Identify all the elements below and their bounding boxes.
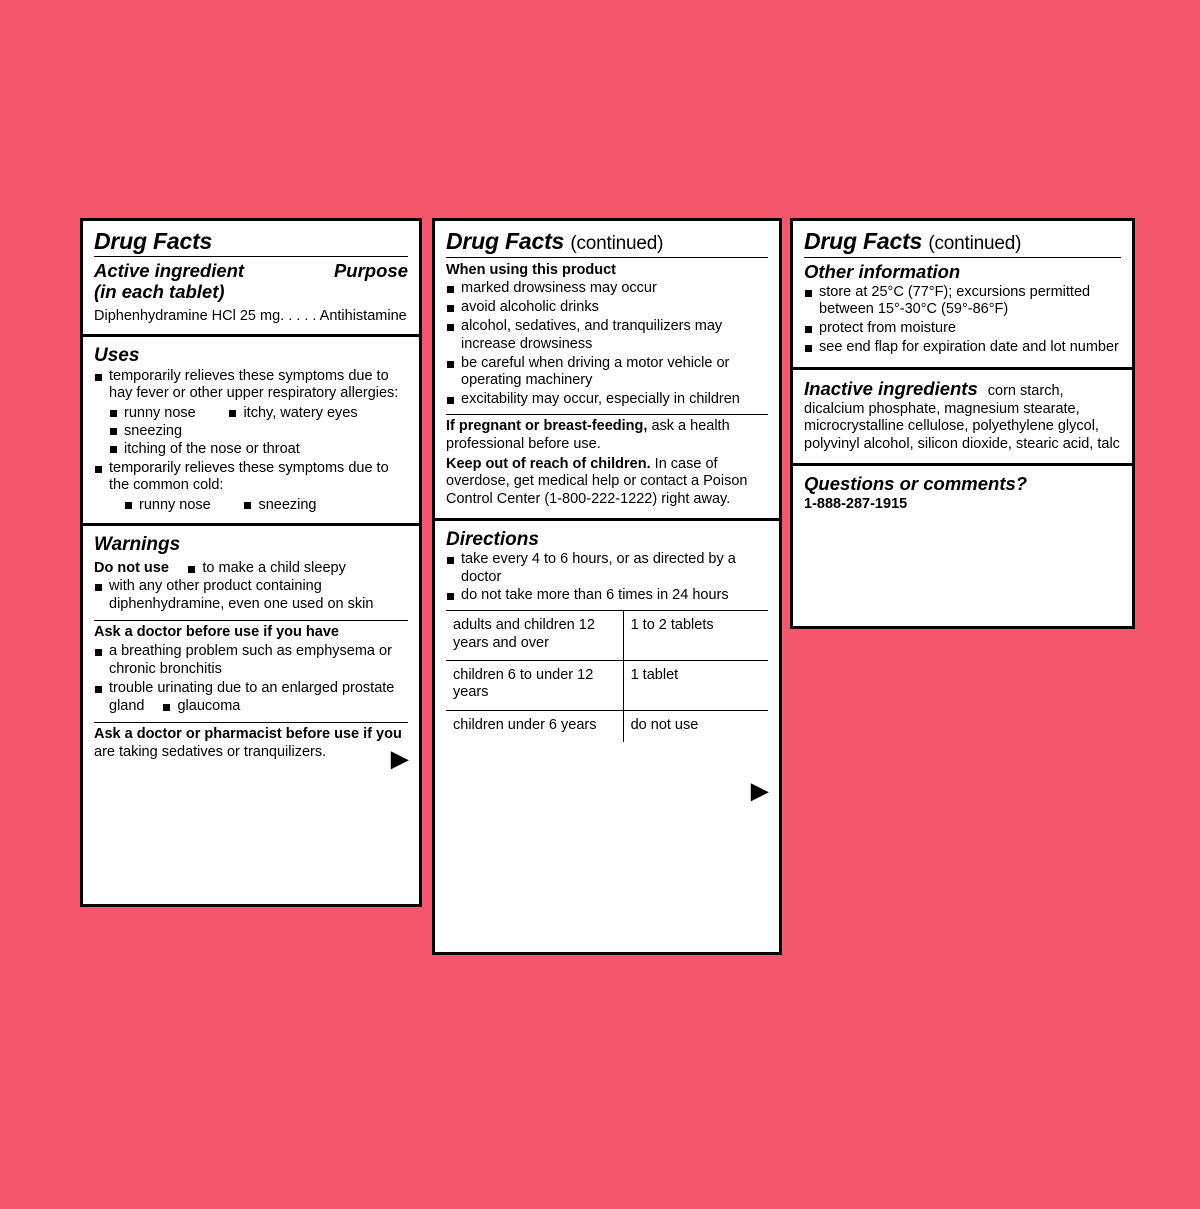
do-not-use-first: to make a child sleepy xyxy=(187,560,345,578)
directions-heading: Directions xyxy=(446,528,539,550)
drug-facts-panel-3 xyxy=(790,218,1135,629)
dose-group: children under 6 years xyxy=(446,710,623,742)
questions-phone: 1-888-287-1915 xyxy=(804,496,908,513)
list-item: temporarily relieves these symptoms due to the common cold: xyxy=(94,460,408,496)
list-item: avoid alcoholic drinks xyxy=(446,299,768,317)
do-not-use-list xyxy=(94,578,408,615)
other-information-heading: Other information xyxy=(804,260,961,282)
inactive-ingredients-section xyxy=(793,370,1132,466)
list-item: take every 4 to 6 hours, or as directed by a doctor xyxy=(446,551,768,587)
arrow-right-icon: ▶ xyxy=(391,745,408,771)
panel3-title xyxy=(804,229,1121,254)
list-item: alcohol, sedatives, and tranquilizers may increase drowsiness xyxy=(446,318,768,354)
questions-heading: Questions or comments? xyxy=(804,472,1028,494)
ask-pharmacist-label: Ask a doctor or pharmacist before use if you xyxy=(94,725,402,742)
drug-facts-panel-1 xyxy=(80,218,422,907)
table-row xyxy=(446,710,768,742)
when-using-divider xyxy=(446,414,768,415)
do-not-use-label: Do not use xyxy=(94,559,169,576)
list-item: see end flap for expiration date and lot number xyxy=(804,339,1121,357)
inactive-ingredients-text: corn starch, dicalcium phosphate, magnesium stearate, microcrystalline cellulose, polyethylene glycol, polyvinyl alcohol, silicon dioxide, stearic acid, talc xyxy=(804,382,1120,453)
uses-sublist-1 xyxy=(94,404,408,458)
list-item: sneezing xyxy=(109,422,224,440)
list-item: itching of the nose or throat xyxy=(109,440,300,458)
inactive-ingredients-heading: Inactive ingredients xyxy=(804,377,978,399)
list-item: a breathing problem such as emphysema or chronic bronchitis xyxy=(94,643,408,679)
keep-out-label: Keep out of reach of children. xyxy=(446,455,651,472)
panel2-title-text: Drug Facts xyxy=(446,228,565,254)
list-item xyxy=(94,680,408,716)
title-rule xyxy=(94,256,408,257)
ask-pharmacist-text: are taking sedatives or tranquilizers. xyxy=(94,744,327,761)
when-using-list xyxy=(446,280,768,409)
warnings-section xyxy=(83,526,419,1209)
list-item: protect from moisture xyxy=(804,320,1121,338)
continuation-arrow-1 xyxy=(94,745,408,771)
warnings-heading: Warnings xyxy=(94,534,181,556)
active-ingredient-section xyxy=(83,221,419,337)
warnings-divider-1 xyxy=(94,620,408,621)
active-ingredient-subheading: (in each tablet) xyxy=(94,280,225,302)
dose-amount: do not use xyxy=(623,710,768,742)
pregnant-label: If pregnant or breast-feeding, xyxy=(446,418,648,435)
continuation-arrow-2 xyxy=(446,780,768,802)
pregnant-warning xyxy=(446,418,768,453)
dosage-table xyxy=(446,610,768,742)
when-using-heading: When using this product xyxy=(446,261,616,278)
keep-out-text: In case of overdose, get medical help or contact a Poison Control Center (1-800-222-1222) right away. xyxy=(446,455,748,507)
table-row xyxy=(446,661,768,711)
panel2-title xyxy=(446,229,768,254)
uses-heading: Uses xyxy=(94,345,140,367)
questions-section xyxy=(793,466,1132,524)
dose-amount: 1 tablet xyxy=(623,661,768,711)
pregnant-text: ask a health professional before use. xyxy=(446,418,730,452)
ask-doctor-list xyxy=(94,643,408,716)
table-row xyxy=(446,611,768,661)
panel2-title-continued: (continued) xyxy=(570,233,664,254)
list-item: store at 25°C (77°F); excursions permitted between 15°-30°C (59°-86°F) xyxy=(804,284,1121,320)
glaucoma-item: glaucoma xyxy=(162,698,240,716)
list-item: excitability may occur, especially in children xyxy=(446,391,768,409)
list-item: with any other product containing diphenhydramine, even one used on skin xyxy=(94,578,408,614)
drug-facts-panel-2 xyxy=(432,218,782,955)
title-rule xyxy=(804,257,1121,258)
list-item: itchy, watery eyes xyxy=(228,404,357,422)
list-item: do not take more than 6 times in 24 hours xyxy=(446,587,768,605)
inactive-ingredients-block xyxy=(804,378,1121,454)
other-information-section xyxy=(793,221,1132,370)
purpose-heading: Purpose xyxy=(333,260,408,282)
uses-sublist-2 xyxy=(94,496,408,514)
arrow-right-icon: ▶ xyxy=(751,778,768,804)
list-item: runny nose xyxy=(109,404,224,422)
list-item: runny nose xyxy=(124,496,239,514)
directions-section xyxy=(435,521,779,812)
dose-group: adults and children 12 years and over xyxy=(446,611,623,661)
uses-list xyxy=(94,368,408,404)
panel3-title-continued: (continued) xyxy=(928,233,1022,254)
list-item: be careful when driving a motor vehicle or operating machinery xyxy=(446,355,768,391)
when-using-section xyxy=(435,221,779,521)
warnings-divider-2 xyxy=(94,722,408,723)
dose-amount: 1 to 2 tablets xyxy=(623,611,768,661)
list-item: sneezing xyxy=(243,496,316,514)
uses-section xyxy=(83,337,419,526)
active-ingredient-line: Diphenhydramine HCl 25 mg. . . . . Antihistamine xyxy=(94,307,407,324)
list-item: temporarily relieves these symptoms due to hay fever or other upper respiratory allergies: xyxy=(94,368,408,404)
keep-out-warning xyxy=(446,456,768,509)
ask-doctor-label: Ask a doctor before use if you have xyxy=(94,623,339,640)
dose-group: children 6 to under 12 years xyxy=(446,661,623,711)
panel3-title-text: Drug Facts xyxy=(804,228,923,254)
title-rule xyxy=(446,257,768,258)
uses-list-2 xyxy=(94,460,408,496)
list-item-text: trouble urinating due to an enlarged prostate gland xyxy=(109,680,395,714)
other-information-list xyxy=(804,284,1121,357)
panel1-title: Drug Facts xyxy=(94,228,213,254)
active-ingredient-heading: Active ingredient xyxy=(94,260,245,282)
directions-list xyxy=(446,551,768,605)
list-item: marked drowsiness may occur xyxy=(446,280,768,298)
